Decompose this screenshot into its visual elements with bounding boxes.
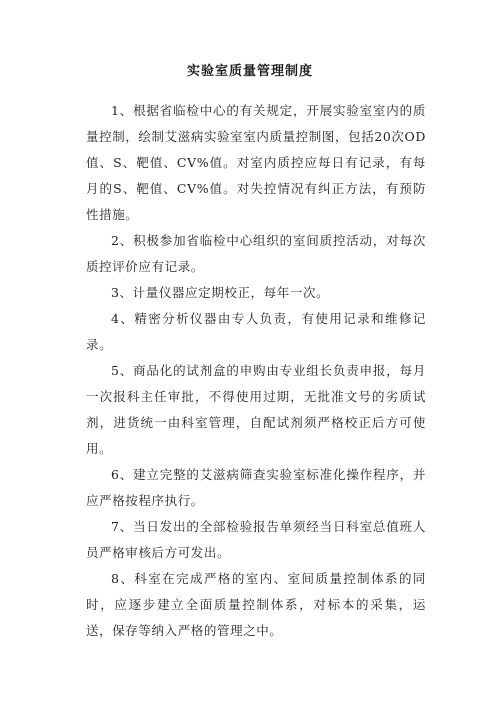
paragraph-6: 6、建立完整的艾滋病筛查实验室标准化操作程序，并应严格按程序执行。	[86, 467, 426, 508]
paragraph-4: 4、精密分析仪器由专人负责，有使用记录和维修记录。	[86, 311, 426, 352]
paragraph-8: 8、科室在完成严格的室内、室间质量控制体系的同时，应逐步建立全面质量控制体系，对标本的采集，运送，保存等纳入严格的管理之中。	[86, 571, 426, 638]
paragraph-2: 2、积极参加省临检中心组织的室间质控活动，对每次质控评价应有记录。	[86, 233, 426, 274]
document-body	[86, 98, 426, 644]
paragraph-1: 1、根据省临检中心的有关规定，开展实验室室内的质量控制，绘制艾滋病实验室室内质量控制图，包括20次OD值、S、靶值、CV%值。对室内质控应每日有记录，有每月的S、靶值、CV%值。对失控情况有纠正方法，有预防性措施。	[86, 103, 426, 222]
document-title: 实验室质量管理制度	[186, 64, 313, 79]
paragraph-7: 7、当日发出的全部检验报告单须经当日科室总值班人员严格审核后方可发出。	[86, 519, 426, 560]
paragraph-5: 5、商品化的试剂盒的申购由专业组长负责申报，每月一次报科主任审批，不得使用过期，无批准文号的劣质试剂，进货统一由科室管理，自配试剂须严格校正后方可使用。	[86, 363, 426, 456]
paragraph-3: 3、计量仪器应定期校正，每年一次。	[111, 285, 330, 300]
